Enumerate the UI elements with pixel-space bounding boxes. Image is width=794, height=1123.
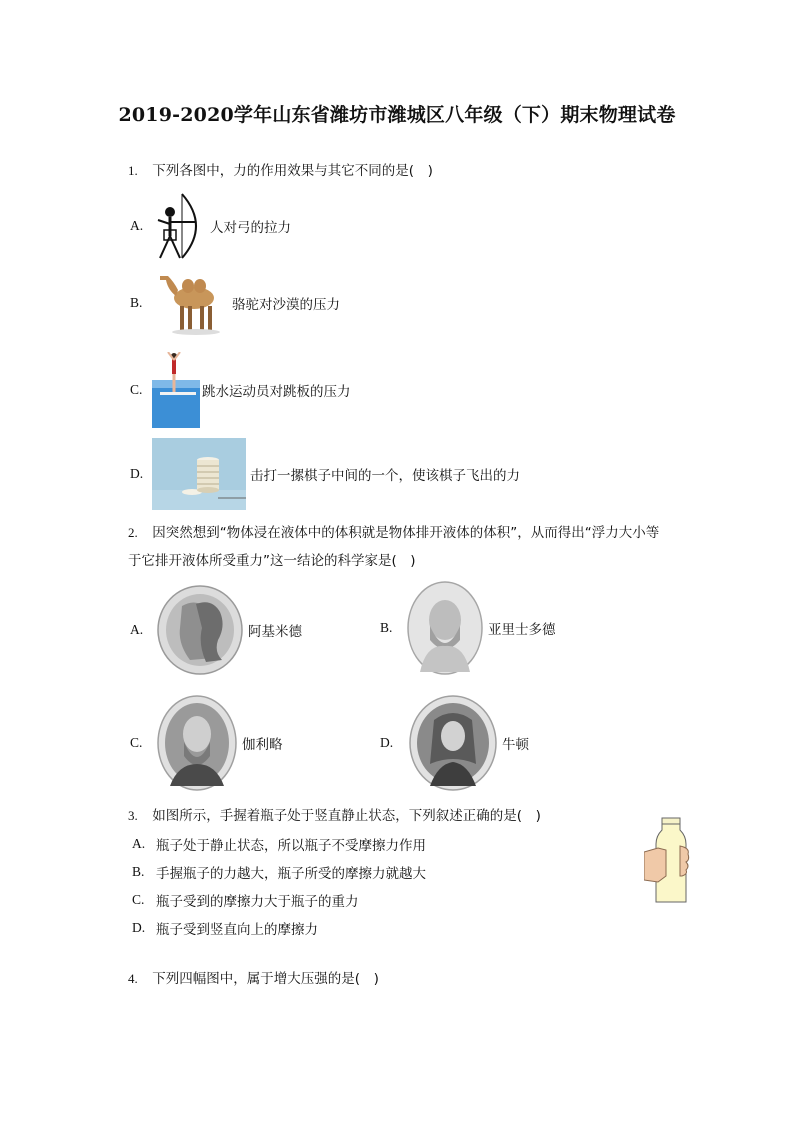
question-2-stem-cont [128,548,698,574]
option-text: 瓶子处于静止状态，所以瓶子不受摩擦力作用 [156,838,426,854]
q3-option-a[interactable] [132,834,426,854]
option-text: 骆驼对沙漠的压力 [232,297,340,313]
q1-option-b[interactable] [130,268,340,338]
option-label: A. [130,622,144,637]
option-label: D. [380,735,394,750]
option-text: 击打一摞棋子中间的一个，使该棋子飞出的力 [250,468,520,484]
q1-option-c[interactable] [130,352,351,428]
q1-option-a[interactable] [130,190,291,262]
question-number: 4. [128,971,138,986]
page-title: 2019-2020学年山东省潍坊市潍城区八年级（下）期末物理试卷 [118,104,676,126]
q2-option-b[interactable] [380,580,556,676]
option-label: C. [130,382,143,397]
question-1-stem [128,158,698,184]
option-label: A. [130,218,144,233]
newton-portrait [408,694,498,792]
question-text: 下列四幅图中，属于增大压强的是( ) [152,971,379,987]
question-text: 如图所示，手握着瓶子处于竖直静止状态，下列叙述正确的是( ) [152,808,541,824]
option-text: 人对弓的拉力 [210,220,291,236]
q3-option-d[interactable] [132,918,318,938]
option-label: B. [380,620,393,635]
option-text: 瓶子受到竖直向上的摩擦力 [156,922,318,938]
q2-option-d[interactable] [380,694,529,792]
galileo-portrait [156,694,238,792]
option-label: D. [132,920,146,935]
aristotle-portrait [406,580,484,676]
question-text-line1: 因突然想到“物体浸在液体中的体积就是物体排开液体的体积”，从而得出“浮力大小等 [152,525,660,541]
option-label: B. [132,864,145,879]
option-label: D. [130,466,144,481]
question-2-stem [128,520,718,546]
option-text: 瓶子受到的摩擦力大于瓶子的重力 [156,894,359,910]
q3-option-c[interactable] [132,890,359,910]
option-text: 阿基米德 [248,624,302,640]
option-text: 跳水运动员对跳板的压力 [202,384,351,400]
chess-stack-image [152,438,246,510]
archimedes-portrait [156,584,244,676]
option-text: 伽利略 [242,737,283,753]
camel-image [156,268,226,338]
question-text-line2: 于它排开液体所受重力”这一结论的科学家是( ) [128,553,416,569]
option-text: 手握瓶子的力越大，瓶子所受的摩擦力就越大 [156,866,426,882]
archer-image [152,190,206,262]
question-4-stem [128,966,698,992]
hand-holding-bottle-image [644,816,694,906]
q2-option-a[interactable] [130,584,302,676]
option-text: 牛顿 [502,737,529,753]
q2-option-c[interactable] [130,694,283,792]
q1-option-d[interactable] [130,438,520,510]
q3-option-b[interactable] [132,862,426,882]
option-label: C. [130,735,143,750]
question-number: 2. [128,525,138,540]
question-number: 3. [128,808,138,823]
option-label: C. [132,892,145,907]
option-text: 亚里士多德 [488,622,556,638]
question-3-stem [128,803,698,829]
option-label: B. [130,295,143,310]
question-number: 1. [128,163,138,178]
question-text: 下列各图中，力的作用效果与其它不同的是( ) [152,163,433,179]
option-label: A. [132,836,146,851]
diver-image [152,352,200,428]
